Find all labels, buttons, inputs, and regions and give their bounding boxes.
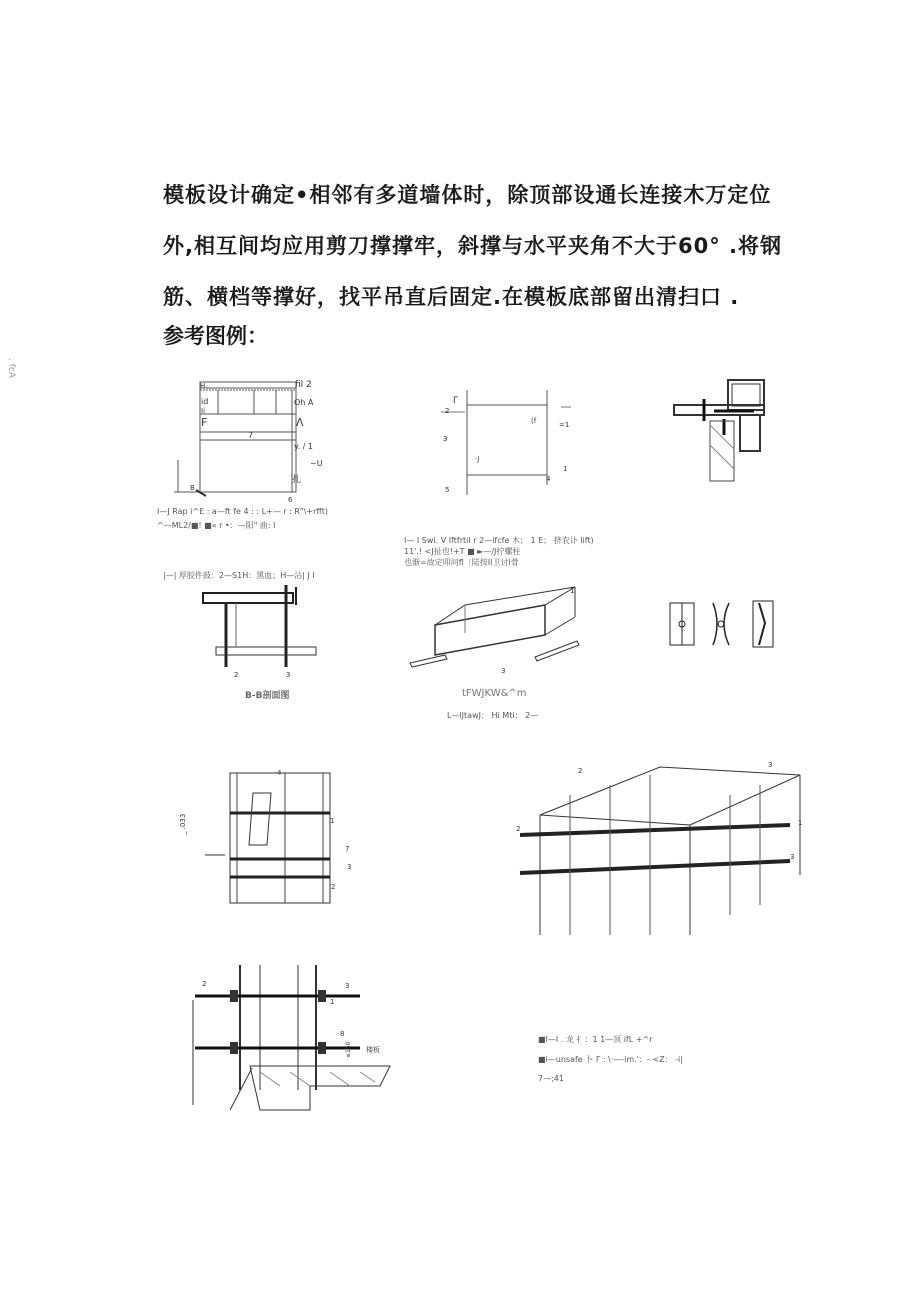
body-line-3: 筋、横档等撑好，找平吊直后固定.在模板底部留出清扫口 .	[163, 285, 740, 309]
figure-1-label-6: 6	[288, 496, 293, 502]
figure-6-joint-profiles	[665, 595, 785, 670]
figure-1-label-fil2: fil 2	[295, 380, 312, 390]
figure-4-label-2: 2	[234, 671, 239, 679]
figure-9-label-1: 1	[330, 998, 335, 1006]
figure-1-label-zha: 扎	[292, 475, 302, 485]
figure-8-label-3b: 3	[790, 853, 795, 861]
figure-2-caption-3: 也渐=故定叩问fl〔陆按II卫讨I骨	[404, 558, 519, 567]
figure-5-label-3: 3	[501, 667, 506, 675]
figure-5-caption-2: L—lJtawJ： Hi Mti： 2—	[447, 711, 539, 720]
figure-9-label-8: 8	[340, 1030, 345, 1038]
figure-2-section	[435, 385, 585, 500]
margin-mark: . fcA	[6, 358, 16, 378]
figure-1-label-y1: y. / 1	[294, 442, 314, 451]
figure-2-label-1: 1	[563, 465, 568, 473]
figure-1-label-id: id	[201, 397, 209, 406]
body-line-1: 模板设计确定•相邻有多道墙体时，除顶部设通长连接木万定位	[163, 183, 772, 207]
figure-9-slab-section	[190, 960, 410, 1120]
figure-1-label-u: ~U	[310, 459, 323, 468]
figure-4-bb-section	[200, 585, 320, 680]
figure-2-label-f: (f	[531, 417, 537, 425]
notes-line-2: ■i—unsafe 卜 Γ : \·—-im.'：- <Z： -i|	[538, 1055, 683, 1064]
figure-8-isometric-formwork	[510, 755, 810, 940]
figure-1-label-f: F	[201, 416, 208, 429]
figure-8-label-2a: 2	[578, 767, 583, 775]
figure-2-label-j: ·J	[475, 455, 480, 463]
figure-2-label-3: 3	[443, 435, 448, 443]
figure-1-elevation	[170, 372, 330, 502]
figure-7-column-elevation	[175, 765, 375, 910]
figure-7-label-4: 4	[277, 769, 282, 777]
figure-2-label-2: 2	[445, 407, 450, 415]
figure-1-label-lambda: Λ	[296, 416, 304, 429]
figure-7-side-text: _ .033	[179, 813, 187, 835]
figure-7-label-2: 2	[331, 883, 336, 891]
figure-9-label-2: 2	[202, 980, 207, 988]
figure-5-isometric-tray	[405, 585, 585, 675]
figure-8-label-1: 1	[798, 819, 803, 827]
figure-2-caption-2: 11'.! <J扯也!+T ■ ►—/J拧螺柱	[404, 547, 521, 556]
figure-5-caption-1: tFWJKW&^m	[462, 688, 527, 699]
figure-8-label-3a: 3	[768, 761, 773, 769]
figure-1-label-ii: Ii	[201, 407, 206, 415]
figure-1-label-7: 7	[248, 431, 254, 440]
figure-1-label-h: H	[200, 382, 206, 390]
figure-2-label-5: 5	[445, 486, 450, 494]
figure-7-label-7: 7	[345, 845, 350, 853]
body-paragraph	[163, 170, 803, 323]
notes-line-1: ■I—I . 龙 扌：1 1—顶 ifL +^r	[538, 1035, 653, 1044]
figure-2-label-4: 4	[546, 475, 551, 483]
figure-5-label-1: 1	[570, 587, 575, 595]
notes-line-3: 7—;41	[538, 1074, 564, 1083]
figure-9-label-slab: 楼板	[366, 1046, 380, 1054]
figure-1-label-b: B	[190, 484, 195, 492]
figure-1-caption-2: ^—ML2/■! ■« r •：—阳" 曲: l	[157, 521, 276, 530]
figure-4-caption: B-B剖面图	[245, 691, 290, 701]
figure-4-label-3: 3	[286, 671, 291, 679]
figure-7-label-1: 1	[330, 817, 335, 825]
figure-8-label-2b: 2	[516, 825, 521, 833]
figure-2-label-eq1: =1	[559, 421, 570, 429]
figure-9-label-3: 3	[345, 982, 350, 990]
figure-3-corner-detail	[668, 375, 778, 485]
figure-1-label-oha: Oh A	[294, 398, 314, 407]
figure-2-label-gamma: Γ	[453, 396, 459, 406]
figure-1-caption-1: I—J Rap i^E : a—ft fe 4 : : L+— r : R"\+rfft)	[157, 507, 329, 516]
figure-7-label-3: 3	[347, 863, 352, 871]
body-line-2: 外,相互间均应用剪刀撑撑牢，斜撑与水平夹角不大于60° .将钢	[163, 234, 782, 258]
reference-heading: 参考图例：	[163, 324, 268, 348]
row-2-caption: |—| 厚胶件鼓：2—S1H：黑血；H—沾| J I	[163, 571, 315, 580]
figure-9-label-dim: ≤150	[345, 1041, 352, 1058]
figure-2-caption-1: I— I Swi. V IftfrtiI r 2—ifcfe 木； 1 E； 挤农讣 lift)	[404, 536, 594, 545]
